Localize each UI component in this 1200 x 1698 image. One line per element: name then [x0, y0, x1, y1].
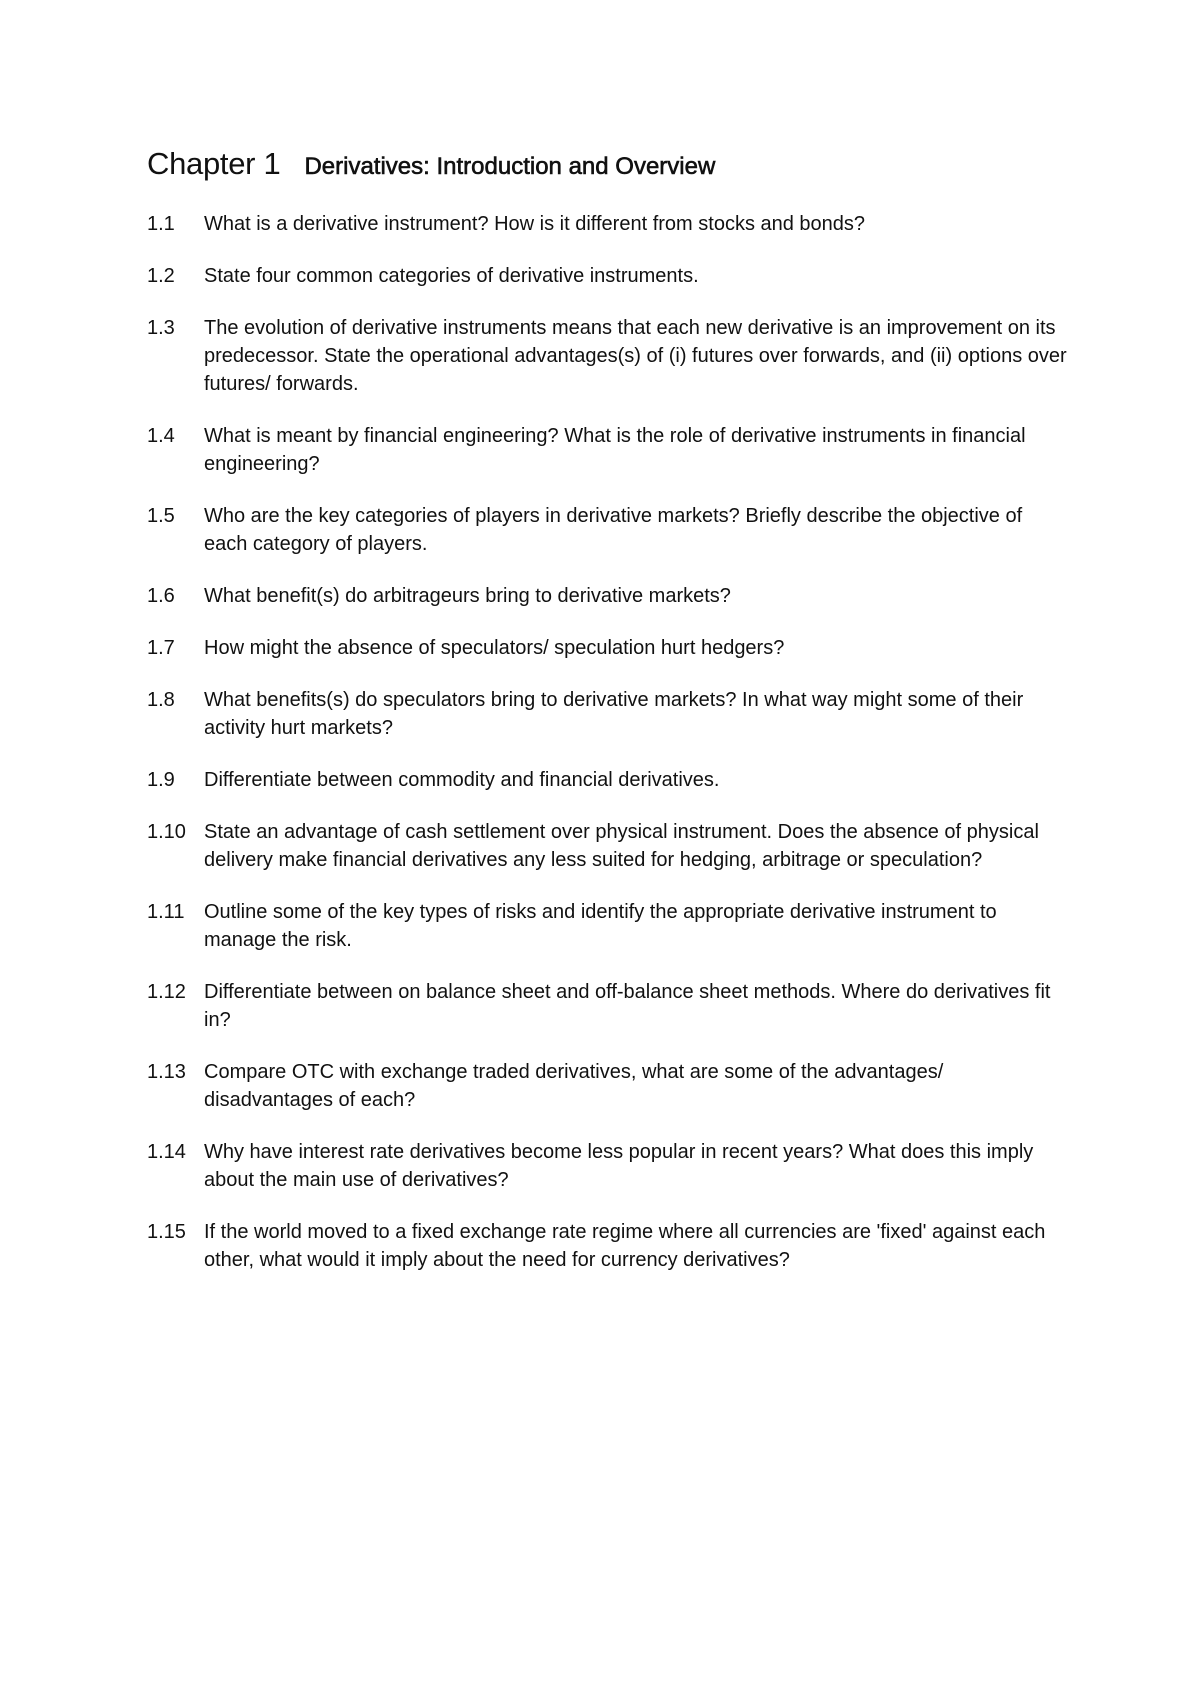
question-item [147, 818, 1067, 874]
question-text: What benefit(s) do arbitrageurs bring to derivative markets? [204, 585, 731, 607]
question-number: 1.6 [147, 585, 175, 607]
question-text: Differentiate between commodity and financial derivatives. [204, 769, 720, 791]
question-item [147, 262, 1067, 290]
question-number: 1.12 [147, 981, 186, 1003]
question-number: 1.10 [147, 821, 186, 843]
question-text: How might the absence of speculators/ speculation hurt hedgers? [204, 637, 785, 659]
question-text: Compare OTC with exchange traded derivatives, what are some of the advantages/ disadvantages of each? [204, 1061, 944, 1111]
question-item [147, 314, 1067, 398]
question-item [147, 686, 1067, 742]
question-text: What is meant by financial engineering? What is the role of derivative instruments in financial engineering? [204, 425, 1026, 475]
question-text: If the world moved to a fixed exchange rate regime where all currencies are 'fixed' against each other, what would it imply about the need for currency derivatives? [204, 1221, 1046, 1271]
question-item [147, 502, 1067, 558]
question-item [147, 634, 1067, 662]
question-item [147, 766, 1067, 794]
question-item [147, 210, 1067, 238]
question-text: The evolution of derivative instruments means that each new derivative is an improvement on its predecessor. State the operational advantages(s) of (i) futures over forwards, and (ii) options over futures/ forwards. [204, 317, 1067, 395]
chapter-heading [147, 146, 715, 182]
question-number: 1.14 [147, 1141, 186, 1163]
question-number: 1.4 [147, 425, 175, 447]
question-text: Why have interest rate derivatives become less popular in recent years? What does this imply about the main use of derivatives? [204, 1141, 1034, 1191]
question-text: What is a derivative instrument? How is it different from stocks and bonds? [204, 213, 866, 235]
question-list [147, 210, 1067, 1298]
question-number: 1.13 [147, 1061, 186, 1083]
question-number: 1.3 [147, 317, 175, 339]
question-number: 1.9 [147, 769, 175, 791]
question-item [147, 1058, 1067, 1114]
chapter-label: Chapter 1 [147, 146, 281, 181]
question-number: 1.1 [147, 213, 175, 235]
question-item [147, 582, 1067, 610]
chapter-title: Derivatives: Introduction and Overview [304, 153, 716, 180]
question-item [147, 422, 1067, 478]
question-number: 1.7 [147, 637, 175, 659]
question-text: What benefits(s) do speculators bring to derivative markets? In what way might some of their activity hurt markets? [204, 689, 1024, 739]
question-item [147, 898, 1067, 954]
question-number: 1.11 [147, 901, 185, 923]
question-number: 1.8 [147, 689, 175, 711]
question-number: 1.15 [147, 1221, 186, 1243]
question-text: State an advantage of cash settlement over physical instrument. Does the absence of physical delivery make financial derivatives any less suited for hedging, arbitrage or speculation? [204, 821, 1039, 871]
question-item [147, 1138, 1067, 1194]
question-text: Who are the key categories of players in derivative markets? Briefly describe the objective of each category of players. [204, 505, 1023, 555]
question-number: 1.2 [147, 265, 175, 287]
question-item [147, 1218, 1067, 1274]
question-number: 1.5 [147, 505, 175, 527]
question-text: Differentiate between on balance sheet and off-balance sheet methods. Where do derivatives fit in? [204, 981, 1051, 1031]
question-item [147, 978, 1067, 1034]
question-text: Outline some of the key types of risks and identify the appropriate derivative instrument to manage the risk. [204, 901, 997, 951]
question-text: State four common categories of derivative instruments. [204, 265, 699, 287]
